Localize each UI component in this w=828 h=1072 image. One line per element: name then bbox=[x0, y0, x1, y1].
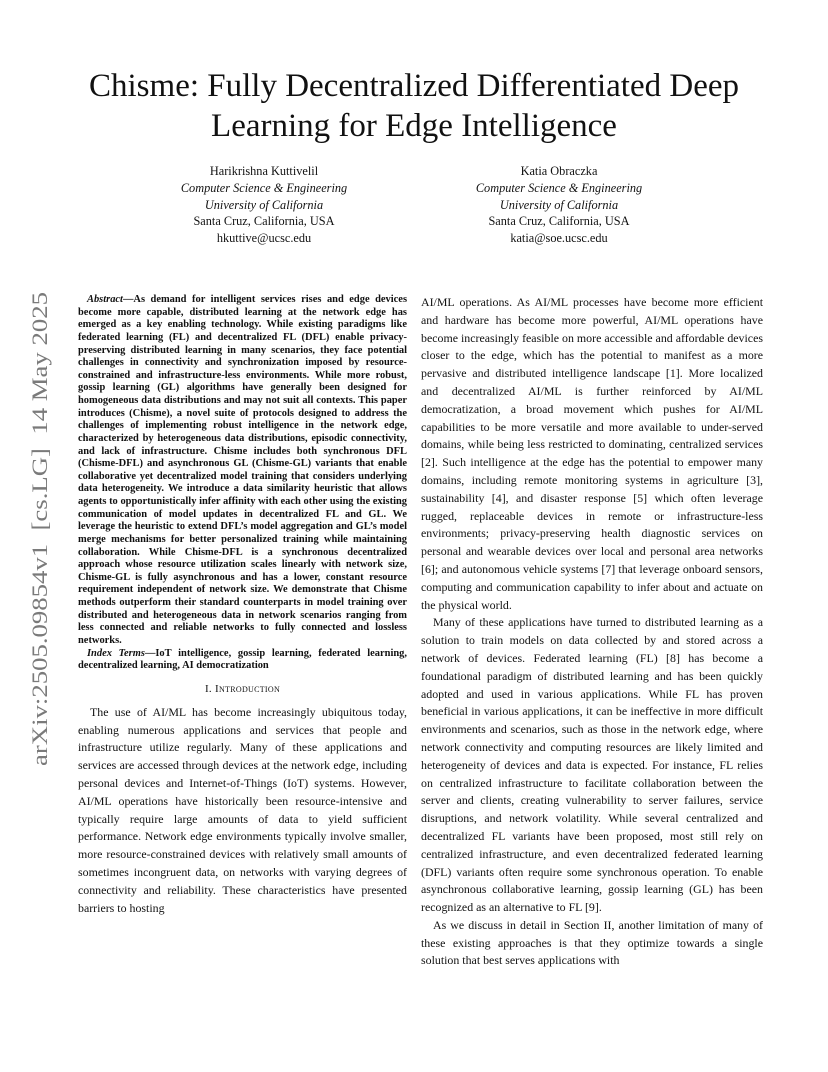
intro-paragraph: The use of AI/ML has become increasingly ubiquitous today, enabling numerous applications and services that people and infrastructure utilize regularly. Many of these applications and services are accessed through devices at the network edge, including personal devices and Internet-of-Things (IoT) systems. However, AI/ML operations have historically been resource-intensive and typically require large amounts of data to yield sufficient performance. Network edge environments typically involve smaller, more resource-constrained devices with relatively small amounts of sometimes incongruent data, on networks with varying degrees of connectivity and reliability. These characteristics have presented barriers to hosting bbox=[78, 704, 407, 915]
right-column bbox=[421, 294, 763, 970]
paper-title: Chisme: Fully Decentralized Differentiated Deep Learning for Edge Intelligence bbox=[89, 68, 739, 144]
abstract-text: —As demand for intelligent services rises and edge devices become more capable, distributed learning at the network edge has emerged as a key enabling technology. While existing paradigms like federated learning (FL) and decentralized FL (DFL) enable privacy-preserving distributed learning in many scenarios, they face potential challenges in connectivity and synchronization imposed by resource-constrained and infrastructure-less environments. While more robust, gossip learning (GL) algorithms have generally been designed for homogeneous data distributions and may not suit all contexts. This paper introduces (Chisme), a novel suite of protocols designed to address the challenges of implementing robust intelligence in the network edge, characterized by heterogeneous data distributions, episodic connectivity, and lack of infrastructure. Chisme includes both synchronous DFL (Chisme-DFL) and asynchronous GL (Chisme-GL) variants that enable collaborative yet decentralized model training that considers underlying data heterogeneity. We introduce a data similarity heuristic that allows agents to opportunistically infer affinity with each other using the existing communication of model updates in decentralized FL and GL. We leverage the heuristic to extend DFL’s model aggregation and GL’s model merge mechanisms for better personalized training while maintaining collaboration. While Chisme-DFL is a synchronous decentralized approach whose resource utilization scales linearly with network size, Chisme-GL is fully asynchronous and has a lower, constant resource requirement independent of network size. We demonstrate that Chisme methods outperform their standard counterparts in model training over distributed and heterogeneous data in network scenarios ranging from less connected and reliable networks to fully connected and lossless networks. bbox=[78, 294, 407, 646]
arxiv-identifier: arXiv:2505.09854v1 [cs.LG] 14 May 2025 bbox=[27, 367, 52, 766]
author-block bbox=[429, 163, 689, 247]
author-location: Santa Cruz, California, USA bbox=[488, 214, 630, 229]
author-email: hkuttive@ucsc.edu bbox=[216, 231, 312, 246]
body-paragraph: Many of these applications have turned to distributed learning as a solution to train models on data collected by and stored across a network of devices. Federated learning (FL) [8] has become a foundational paradigm of distributed learning and has been quickly adopted and used in various applications. While FL has proven beneficial in various applications, it can be ineffective in more difficult environments and scenarios, such as those in the network edge, where network connectivity and computing resources are likely limited and heterogeneity of devices and data is expected. For instance, FL relies on centralized infrastructure to facilitate collaboration between the server and clients, creating vulnerability to server failures, service disruptions, and network volatility. While several centralized and decentralized FL variants have been proposed, most still rely on centralized infrastructure, and even decentralized federated learning (DFL) variants often require some synchronous operation. To enable asynchronous collaborative learning, gossip learning (GL) has been recognized as an alternative to FL [9]. bbox=[421, 615, 763, 915]
body-paragraph: As we discuss in detail in Section II, another limitation of many of these existing approaches is that they optimize towards a single solution that best serves applications with bbox=[421, 917, 763, 968]
left-column bbox=[78, 294, 407, 917]
abstract bbox=[78, 294, 407, 648]
index-terms-lead: Index Terms bbox=[87, 647, 145, 659]
author-department: Computer Science & Engineering bbox=[475, 180, 643, 195]
arxiv-stamp bbox=[20, 0, 54, 1072]
index-terms bbox=[78, 648, 407, 673]
author-university: University of California bbox=[204, 197, 324, 212]
section-heading: I. Introduction bbox=[204, 682, 281, 695]
author-department: Computer Science & Engineering bbox=[180, 180, 348, 195]
author-block bbox=[134, 163, 394, 247]
author-university: University of California bbox=[499, 197, 619, 212]
index-terms-text: —IoT intelligence, gossip learning, federated learning, decentralized learning, AI democratization bbox=[78, 647, 407, 672]
abstract-lead: Abstract bbox=[87, 294, 123, 305]
author-name: Harikrishna Kuttivelil bbox=[209, 164, 319, 178]
body-paragraph: AI/ML operations. As AI/ML processes have become more efficient and hardware has become more powerful, AI/ML operations have become increasingly feasible on more accessible and affordable devices closer to the edge, which has the potential to manifest as a more pervasive and distributed intelligence landscape [1]. More localized and decentralized AI/ML is further reinforced by AI/ML democratization, a broad movement which pushes for AI/ML capabilities to be more versatile and more available to under-served domains, while being less restricted to dominating, centralized services [2]. Such intelligence at the edge has the potential to empower many domains, including remote monitoring systems in agriculture [3], sustainability [4], and disaster response [5] which often leverage rugged, replaceable devices in remote or infrastructure-less environments; privacy-preserving health diagnostic services on personal and wearable devices over local and personal area networks [6]; and autonomous vehicle systems [7] that leverage onboard sensors, computing and communication capability to infer about and actuate on the physical world. bbox=[421, 295, 763, 612]
author-name: Katia Obraczka bbox=[520, 164, 598, 178]
author-email: katia@soe.ucsc.edu bbox=[510, 231, 608, 246]
author-location: Santa Cruz, California, USA bbox=[193, 214, 335, 229]
